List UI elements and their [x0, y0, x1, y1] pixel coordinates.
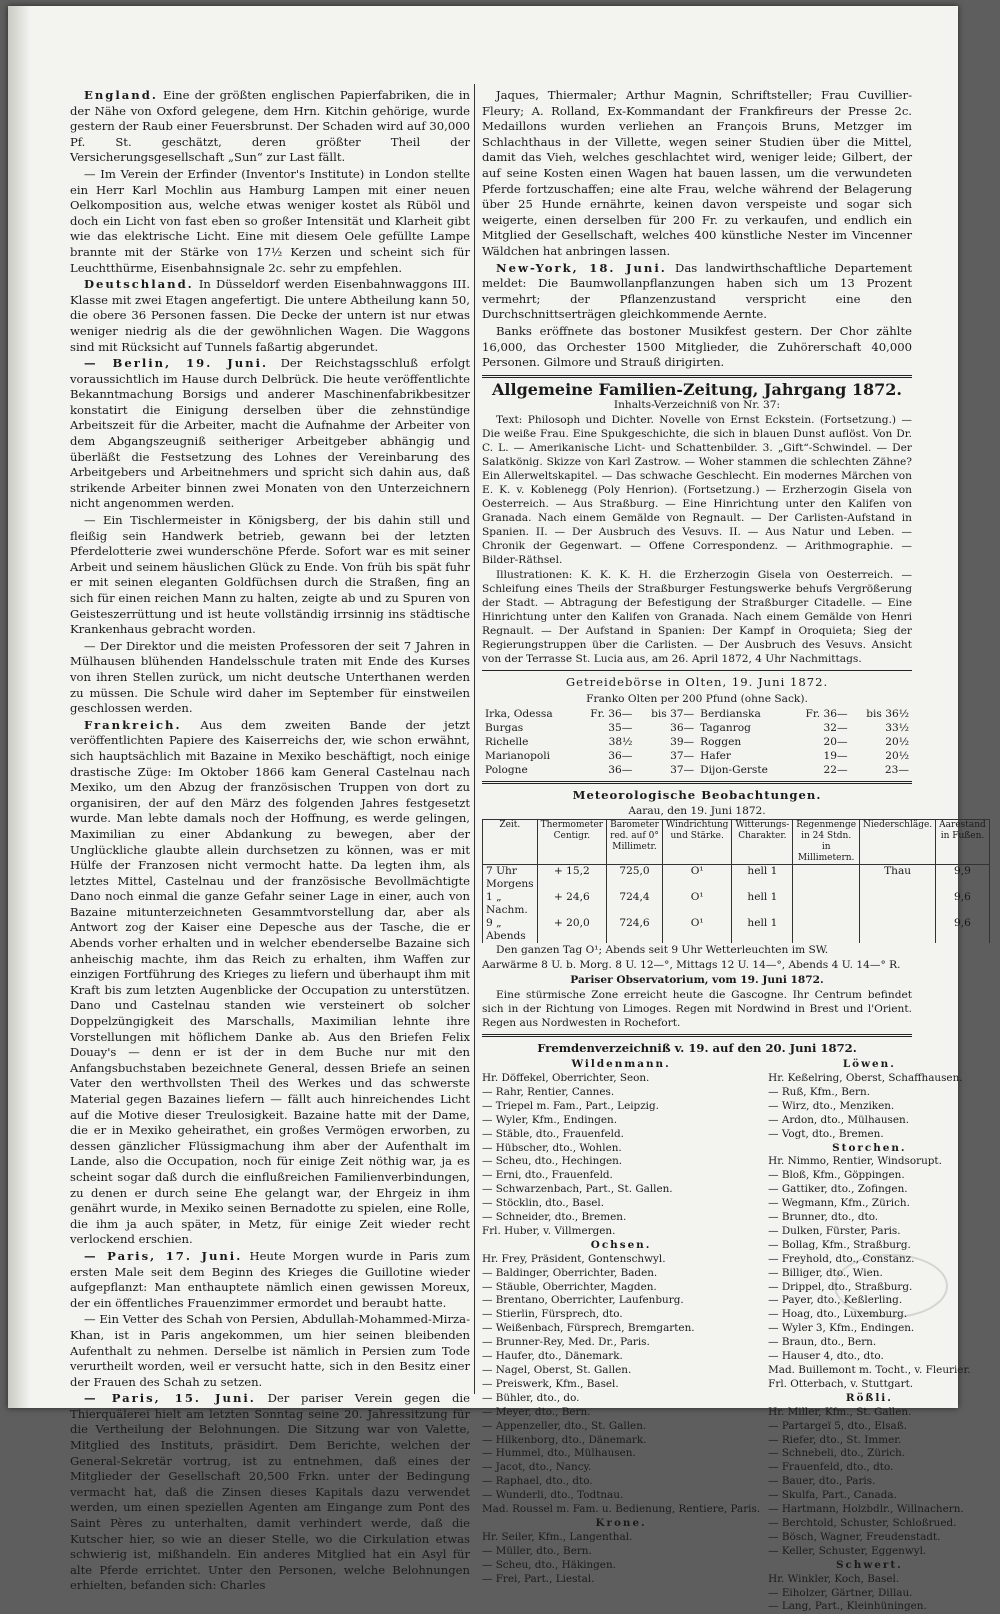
article-paragraph [70, 1391, 470, 1594]
weather-cell: 9 „ Abends [483, 917, 538, 943]
guest-entry: — Rahr, Rentier, Cannes. [482, 1085, 615, 1098]
grain-cell: bis 37— [651, 707, 695, 720]
weather-row [483, 865, 990, 892]
grain-cell: 36— [608, 763, 633, 776]
guest-entry: — Stäble, dto., Frauenfeld. [482, 1127, 624, 1140]
guest-entry: — Schnebeli, dto., Zürich. [768, 1447, 906, 1460]
weather-header-cell: Niederschläge. [860, 820, 936, 865]
weather-summary: Den ganzen Tag O¹; Abends seit 9 Uhr Wetterleuchten im SW. [496, 944, 829, 957]
grain-cell: 20½ [885, 735, 909, 748]
section-rule [482, 1034, 912, 1037]
paris-observatory-text: Eine stürmische Zone erreicht heute die Gascogne. Ihr Centrum befindet sich in der Richtung von Limoges. Regen mit Nordwind in Brest und l'Orient. Regen aus Nordwesten in Rochefort. [482, 989, 912, 1030]
guest-entry: — Skulfa, Part., Canada. [768, 1489, 897, 1502]
weather-cell: + 15,2 [537, 865, 607, 892]
guest-entry: — Stöcklin, dto., Basel. [482, 1197, 605, 1210]
familien-subtitle: Inhalts-Verzeichniß von Nr. 37: [613, 399, 781, 412]
section-rule [482, 670, 912, 671]
guest-entry: Hr. Döffekel, Oberrichter, Seon. [482, 1071, 650, 1084]
guest-entry: — Eiholzer, Gärtner, Dillau. [768, 1586, 913, 1599]
weather-header-cell: Thermometer Centigr. [537, 820, 607, 865]
guest-entry: — Hartmann, Holzbdlr., Willnachern. [768, 1503, 964, 1516]
grain-cell: Burgas [485, 721, 524, 734]
weather-cell: 9,6 [936, 917, 990, 943]
guest-entry: — Müller, dto., Bern. [482, 1544, 592, 1557]
guest-entry: — Vogt, dto., Bremen. [768, 1127, 884, 1140]
article-text: Jaques, Thiermaler; Arthur Magnin, Schriftsteller; Frau Cuvillier-Fleury; A. Rolland, Ex-Kommandant der Frankfireurs der Presse 2c. Medaillons wurden verliehen an François Bruns, Metzger im Schlachthaus in der Villette, wegen seiner Studien über die Mittel, damit das Vieh, welches geschlachtet wird, weniger leide; Gilbert, der auf seine Kosten einen Wagen hat bauen lassen, um die verwundeten Pferde fortzuschaffen; eine alte Frau, welche während der Belagerung über 25 Hunde ernährte, keinen davon verspeiste und sogar sich weigerte, einen derselben für 200 Fr. zu verkaufen, und endlich ein Mitglied der Gesellschaft, welches 400 künstliche Nester im Vincenner Wäldchen hat anbringen lassen. [482, 88, 912, 258]
guest-entry: — Bauer, dto., Paris. [768, 1475, 876, 1488]
guest-entry: — Braun, dto., Bern. [768, 1336, 877, 1349]
article-text: Heute Morgen wurde in Paris zum ersten Male seit dem Beginn des Krieges die Guillotine wieder aufgepflanzt: Man enthauptete nämlich einen gewissen Moreux, der ein öffentliches Frauenzimmer ermordet und beraubt hatte. [70, 1248, 470, 1310]
guest-entry: Hr. Winkler, Koch, Basel. [768, 1572, 900, 1585]
weather-cell [793, 891, 860, 917]
right-intro-articles [482, 88, 912, 371]
article-paragraph [70, 356, 470, 512]
guest-entry: — Brentano, Oberrichter, Laufenburg. [482, 1294, 684, 1307]
article-dateline: England. [84, 88, 158, 102]
grain-cell: 32— [823, 721, 848, 734]
weather-title: Meteorologische Beobachtungen. [572, 787, 822, 802]
weather-header-cell: Barometer red. auf 0° Millimetr. [607, 820, 663, 865]
weather-cell: 1 „ Nachm. [483, 891, 538, 917]
hotel-heading: Wildenmann. [571, 1058, 671, 1071]
guest-entry: — Ruß, Kfm., Bern. [768, 1085, 871, 1098]
weather-header-cell: Witterungs-Charakter. [732, 820, 793, 865]
guest-entry: — Brunner-Rey, Med. Dr., Paris. [482, 1336, 650, 1349]
guest-entry: — Haufer, dto., Dänemark. [482, 1350, 623, 1363]
guest-entry: Mad. Roussel m. Fam. u. Bedienung, Rentiere, Paris. [482, 1503, 761, 1516]
guest-entry: — Schwarzenbach, Part., St. Gallen. [482, 1183, 673, 1196]
article-text: — Der Direktor und die meisten Professoren der seit 7 Jahren in Mülhausen blühenden Handelsschule traten mit Ende des Kurses von ihren Stellen zurück, um nicht deutsche Unterthanen werden zu müssen. Die Schule wird daher im September für einstweilen geschlossen werden. [70, 638, 470, 716]
guest-entry: — Hummel, dto., Mülhausen. [482, 1447, 636, 1460]
grain-price-table [482, 707, 912, 777]
guest-entry: — Erni, dto., Frauenfeld. [482, 1169, 613, 1182]
grain-cell: 38½ [608, 735, 633, 748]
weather-header-cell: Aarestand in Fußen. [936, 820, 990, 865]
weather-cell: 9,6 [936, 891, 990, 917]
weather-cell: 9,9 [936, 865, 990, 892]
article-text: Eine der größten englischen Papierfabriken, die in der Nähe von Oxford gelegene, dem Hrn. Kitchin gehörige, wurde gestern der Raub einer Feuersbrunst. Der Schaden wird auf 30,000 Pf. St. geschätzt, deren größter Theil der Versicherungsgesellschaft „Sun“ zur Last fällt. [70, 88, 470, 165]
section-rule [482, 781, 912, 784]
familien-text: Text: Philosoph und Dichter. Novelle von Ernst Eckstein. (Fortsetzung.) — Die weiße Frau. Eine Spukgeschichte, die sich in blauen Dunst auflöst. Von Dr. C. L. — Amerikanische Licht- und Schattenbilder. 3. „Gift“-Schwindel. — Der Salatkönig. Skizze von Karl Zastrow. — Woher stammen die schlechten Zähne? Ein Allerweltskapitel. — Das schwache Geschlecht. Ein modernes Märchen von E. K. v. Koblenegg (Poly Henrion). (Fortsetzung.) — Erzherzogin Gisela von Oesterreich. — Aus Straßburg. — Eine Hinrichtung unter den Kalifen von Granada. Nach einem Gemälde von Regnault. — Der Carlisten-Aufstand in Spanien. II. — Der Ausbruch des Vesuvs. II. — Aus Natur und Leben. — Chronik der Gegenwart. — Offene Correspondenz. — Arithmographie. — Bilder-Räthsel. [482, 414, 912, 567]
guest-entry: — Brunner, dto., dto. [768, 1211, 879, 1224]
paris-observatory-title: Pariser Observatorium, vom 19. Juni 1872. [570, 974, 824, 987]
article-text: — Ein Vetter des Schah von Persien, Abdullah-Mohammed-Mirza-Khan, ist in Paris angekommen, um hier seinen bleibenden Aufenthalt zu nehmen. Derselbe ist nämlich in Persien zum Tode verurtheilt worden, weil er versucht hatte, sich in den Besitz einer der Frauen des Schah zu setzen. [70, 1312, 470, 1389]
guest-entry: — Partargeï 5, dto., Elsaß. [768, 1419, 907, 1432]
grain-cell: 37— [670, 763, 695, 776]
grain-cell: 20— [823, 735, 848, 748]
article-text: — Ein Tischlermeister in Königsberg, der bis dahin still und fleißig sein Handwerk betrieb, gewann bei der letzten Pferdelotterie zwei wunderschöne Pferde. Sofort war es mit seiner Arbeit und seinem häuslichen Glück zu Ende. Von früh bis spät fuhr er mit seinen eleganten Goldfüchsen durch die Straßen, fing an sich für einen reichen Mann zu halten, zeigte ab und zu Spuren von Geisteszerrüttung und ist heute vollständig irrsinnig ins städtische Krankenhaus gebracht worden. [70, 513, 470, 637]
guest-entry: Hr. Frey, Präsident, Gontenschwyl. [482, 1252, 666, 1265]
guest-entry: — Wirz, dto., Menziken. [768, 1099, 895, 1112]
article-paragraph [482, 261, 912, 323]
guest-entry: — Hoag, dto., Luxemburg. [768, 1308, 908, 1321]
article-paragraph [482, 88, 912, 260]
guest-entry: — Bloß, Kfm., Göppingen. [768, 1169, 905, 1182]
weather-cell: O¹ [662, 891, 732, 917]
guest-entry: — Gattiker, dto., Zofingen. [768, 1183, 908, 1196]
article-paragraph [70, 1249, 470, 1311]
guest-entry: — Meyer, dto., Bern. [482, 1405, 591, 1418]
article-paragraph [70, 88, 470, 166]
grain-cell: Roggen [700, 735, 742, 748]
guest-entry: — Jacot, dto., Nancy. [482, 1461, 592, 1474]
article-paragraph [70, 277, 470, 355]
hotel-heading: Schwert. [835, 1558, 903, 1571]
guest-entry: — Scheu, dto., Hechingen. [482, 1155, 623, 1168]
grain-row [482, 707, 912, 721]
guest-entry: — Wyler 3, Kfm., Endingen. [768, 1322, 915, 1335]
newspaper-page [8, 6, 986, 1613]
guest-entry: Mad. Buillemont m. Tocht., v. Fleurier. [768, 1364, 971, 1376]
guest-entry: — Frei, Part., Liestal. [482, 1572, 595, 1585]
guest-entry: — Frauenfeld, dto., dto. [768, 1461, 894, 1474]
grain-cell: Richelle [485, 735, 529, 748]
grain-cell: Hafer [700, 749, 731, 762]
weather-cell: O¹ [662, 865, 732, 892]
guest-entry: — Wyler, Kfm., Endingen. [482, 1113, 618, 1126]
grain-cell: Dijon-Gerste [700, 763, 768, 776]
grain-cell: 22— [823, 763, 848, 776]
weather-cell: hell 1 [732, 865, 793, 892]
guest-entry: Hr. Keßelring, Oberst, Schaffhausen. [768, 1071, 963, 1084]
hotel-heading: Krone. [595, 1516, 647, 1529]
weather-cell: hell 1 [732, 891, 793, 917]
hotel-heading: Ochsen. [590, 1238, 652, 1251]
grain-cell: Fr. 36— [805, 707, 848, 720]
article-dateline: — Berlin, 19. Juni. [84, 356, 269, 371]
guest-entry: — Freyhold, dto., Constanz. [768, 1252, 915, 1265]
guest-entry: — Preiswerk, Kfm., Basel. [482, 1377, 619, 1390]
weather-subtitle: Aarau, den 19. Juni 1872. [628, 805, 766, 818]
guest-entry: — Baldinger, Oberrichter, Baden. [482, 1266, 658, 1279]
familien-zeitung-title: Allgemeine Familien-Zeitung, Jahrgang 1872. [492, 379, 902, 399]
article-text: Banks eröffnete das bostoner Musikfest gestern. Der Chor zählte 16,000, das Orchester 1500 Mitglieder, die Zuhörerschaft 40,000 Personen. Gilmore und Strauß dirigirten. [482, 323, 912, 370]
guest-entry: — Bollag, Kfm., Straßburg. [768, 1238, 911, 1251]
article-paragraph [70, 513, 470, 638]
guest-entry: — Riefer, dto., St. Immer. [768, 1433, 902, 1446]
weather-row [483, 917, 990, 943]
grain-cell: Taganrog [700, 721, 751, 734]
aar-temperature: Aarwärme 8 U. b. Morg. 8 U. 12—°, Mittags 12 U. 14—°, Abends 4 U. 14—° R. [482, 959, 901, 972]
article-text: Der pariser Verein gegen die Thierquälerei hielt am letzten Sonntag seine 20. Jahressitzung für die Vertheilung der Belohnungen. Die Sitzung war von Valette, Mitglied des Instituts, präsidirt. Dem Berichte, welchen der General-Sekretär vortrug, ist zu entnehmen, daß eines der Mitglieder der Gesellschaft 20,500 Frkn. unter der Bedingung vermacht hat, daß die Zinsen dieses Kapitals dazu verwendet werden, um einen speziellen Agenten am Eingange zum Pont des Saint Pères zu unterhalten, damit verhindert werde, daß die Kutscher hier, so wie an dieser Stelle, wo die Cirkulation etwas schwierig ist, mißhandeln. Ein anderes Mitglied hat ein Asyl für alte Pferde errichtet. Unter den Personen, welche Belohnungen erhielten, befanden sich: Charles [70, 1391, 470, 1593]
grain-cell: 37— [670, 749, 695, 762]
guest-entry: Hr. Nimmo, Rentier, Windsorupt. [768, 1155, 942, 1168]
grain-subtitle: Franko Olten per 200 Pfund (ohne Sack). [586, 692, 808, 705]
grain-cell: 39— [670, 735, 695, 748]
weather-cell: 7 Uhr Morgens [483, 865, 538, 892]
weather-cell: + 24,6 [537, 891, 607, 917]
article-paragraph [70, 167, 470, 276]
article-dateline: Deutschland. [84, 277, 194, 292]
article-dateline: New-York, 18. Juni. [496, 260, 667, 275]
weather-cell [793, 865, 860, 892]
guest-entry: Hr. Seiler, Kfm., Langenthal. [482, 1530, 633, 1543]
left-column [70, 88, 470, 1595]
weather-header-cell: Zeit. [483, 820, 538, 865]
grain-cell: Fr. 36— [590, 707, 633, 720]
article-text: Das landwirthschaftliche Departement meldet: Die Baumwollanpflanzungen haben sich um 13 Prozent vermehrt; der Pflanzenzustand verspricht eine den Durchschnittserträgen gleichkommende Aernte. [482, 260, 912, 322]
grain-cell: 20½ [885, 749, 909, 762]
guest-entry: Frl. Otterbach, v. Stuttgart. [768, 1377, 914, 1390]
article-dateline: Frankreich. [84, 717, 182, 732]
grain-row [482, 763, 912, 777]
guest-entry: — Stierlin, Fürsprech, dto. [482, 1308, 623, 1321]
guest-entry: — Payer, dto., Keßlerling. [768, 1294, 903, 1307]
section-rule [482, 375, 912, 378]
grain-row [482, 721, 912, 735]
grain-cell: 36— [670, 721, 695, 734]
weather-cell: Thau [860, 865, 936, 892]
weather-header-cell: Windrichtung und Stärke. [662, 820, 732, 865]
guest-entry: Frl. Huber, v. Villmergen. [482, 1224, 616, 1237]
page-binding-edge [8, 6, 30, 1408]
grain-cell: 23— [884, 763, 909, 776]
fremden-column-1 [482, 1058, 760, 1614]
weather-cell: O¹ [662, 917, 732, 943]
article-text: In Düsseldorf werden Eisenbahnwaggons III. Klasse mit zwei Etagen angefertigt. Die untere Abtheilung kann 50, die obere 36 Personen fassen. Die Decke der untern ist nur etwas weniger niedrig als die der gewöhnlichen Wagen. Die Waggons sind mit Rücksicht auf Tunnels faßartig abgerundet. [70, 277, 470, 354]
weather-row [483, 891, 990, 917]
fremden-title: Fremdenverzeichniß v. 19. auf den 20. Juni 1872. [537, 1041, 857, 1056]
guest-entry: — Ardon, dto., Mülhausen. [768, 1113, 910, 1126]
guest-entry: — Wunderli, dto., Todtnau. [482, 1489, 624, 1502]
article-paragraph [70, 639, 470, 717]
fremden-column-2 [768, 1058, 970, 1614]
weather-header-cell: Regenmenge in 24 Stdn. in Millimetern. [793, 820, 860, 865]
hotel-heading: Rößli. [845, 1391, 893, 1404]
weather-cell [793, 917, 860, 943]
grain-cell: Marianopoli [485, 749, 551, 762]
guest-entry: — Hübscher, dto., Wohlen. [482, 1141, 622, 1154]
guest-entry: — Bösch, Wagner, Freudenstadt. [768, 1530, 941, 1543]
guest-entry: — Hauser 4, dto., dto. [768, 1350, 884, 1363]
weather-cell: hell 1 [732, 917, 793, 943]
grain-cell: 33½ [885, 721, 909, 734]
fremden-list [482, 1058, 971, 1614]
weather-cell: 724,6 [607, 917, 663, 943]
guest-entry: — Keller, Schuster, Eggenwyl. [768, 1544, 927, 1557]
guest-entry: — Weißenbach, Fürsprech, Bremgarten. [482, 1322, 695, 1335]
guest-entry: — Triepel m. Fam., Part., Leipzig. [482, 1099, 659, 1112]
guest-entry: — Raphael, dto., dto. [482, 1475, 593, 1488]
guest-entry: — Dulken, Fürster, Paris. [768, 1224, 901, 1237]
column-divider [474, 84, 475, 1394]
hotel-heading: Löwen. [842, 1058, 896, 1071]
guest-entry: — Schneider, dto., Bremen. [482, 1211, 627, 1224]
grain-row [482, 735, 912, 749]
guest-entry: — Lang, Part., Kleinhüningen. [768, 1600, 927, 1613]
weather-table [482, 819, 990, 943]
weather-cell: 724,4 [607, 891, 663, 917]
grain-cell: 36— [608, 749, 633, 762]
article-paragraph [70, 718, 470, 1248]
grain-cell: Pologne [485, 763, 528, 776]
grain-row [482, 749, 912, 763]
hotel-heading: Storchen. [832, 1141, 907, 1154]
grain-cell: Berdianska [700, 707, 761, 720]
article-paragraph [70, 1312, 470, 1390]
grain-cell: Irka, Odessa [485, 707, 553, 720]
weather-cell [860, 891, 936, 917]
article-text: Der Reichstagsschluß erfolgt voraussichtlich im Hause durch Delbrück. Die heute veröffentlichte Bekanntmachung Borsigs und anderer Maschinenfabrikbesitzer konstatirt die Einigung derselben über die zehnstündige Arbeitszeit für die Arbeiter, macht die Aufnahme der Arbeiter von dem Abgangszeugniß seitheriger Arbeitgeber abhängig und überläßt die Festsetzung des Lohnes der Vereinbarung des Arbeitgebers und Arbeitnehmers und spricht sich dahin aus, daß strikende Arbeiter binnen zwei Monaten von den Unterzeichnern nicht angenommen werden. [70, 356, 471, 511]
guest-entry: — Billiger, dto., Wien. [768, 1266, 883, 1279]
guest-entry: — Drippel, dto., Straßburg. [768, 1280, 913, 1293]
article-text: Aus dem zweiten Bande der jetzt veröffentlichten Papiere des Kaiserreichs der, wie schon erwähnt, sich hauptsächlich mit Bazaine in Mexiko beschäftigt, noch einige drastische Züge: Im Oktober 1866 kam General Castelnau nach Mexiko, um den Abzug der französischen Truppen von dort zu organisiren, der auf den März des folgenden Jahres festgesetzt wurde. Man lebte damals noch der Hoffnung, es werde gelingen, Maximilian zu einer Abdankung zu bewegen, aber der Unglückliche glaubte allein durchsetzen zu können, was er mit Hülfe der Franzosen nicht vermocht hatte. Da legten ihm, als letztes Mittel, Castelnau und der französische Bevollmächtigte Dano noch einmal die ganze Gefahr seiner Lage in einer, auch von Bazaine mitunterzeichneten Gesammtvorstellung dar, aber als Antwort zog der Kaiser eine Depesche aus der Tasche, die er Abends vorher erhalten und in welcher ebenderselbe Bazaine sich anheischig machte, ihm das Reich zu erhalten, ihm Waffen zur einzigen Fortführung des Krieges zu liefern und überhaupt ihm mit Kraft bis zum letzten Augenblicke der Occupation zu unterstützen. Dano und Castelnau standen wie versteinert ob solcher Doppelzüngigkeit des Marschalls, Maximilian lehnte ihre Vorstellungen mit höflichem Danke ab. Aus den Briefen Felix Douay's — denn er ist der in dem Buche nur mit den Anfangsbuchstaben bezeichnete General, dessen Briefe an seinen Vater den werthvollsten Theil des Werkes und das schwerste Material gegen Bazaines liefern — fällt auch hinreichendes Licht auf die Motive dieser Treulosigkeit. Bazaine hatte mit der Dame, die er in Mexiko geheirathet, ein großes Vermögen erworben, zu dessen gänzlicher Flüssigmachung ihm aber der Aufenthalt im Lande, also die Occupation, noch für einige Zeit nöthig war, ja es scheint sogar daß durch die einflußreichen Familienverbindungen, zu denen er durch seine Ehe gelangt war, der Ehrgeiz in ihm genährt wurde, in Mexiko seinen Bernadotte zu spielen, eine Rolle, die ihm ja auch später, in Metz, für einige Zeit wieder recht verlockend erschien. [70, 717, 470, 1247]
guest-entry: — Hilkenborg, dto., Dänemark. [482, 1433, 647, 1446]
guest-entry: — Scheu, dto., Häkingen. [482, 1558, 616, 1571]
guest-entry: — Appenzeller, dto., St. Gallen. [482, 1419, 647, 1432]
weather-cell: + 20,0 [537, 917, 607, 943]
article-dateline: — Paris, 17. Juni. [84, 1248, 243, 1263]
familien-illustrations: Illustrationen: K. K. K. H. die Erzherzogin Gisela von Oesterreich. — Schleifung eines Theils der Straßburger Festungswerke behufs Vergrößerung der Stadt. — Abtragung der Befestigung der Straßburger Citadelle. — Eine Hinrichtung unter den Kalifen von Granada. Nach einem Gemälde von Henri Regnault. — Der Aufstand in Spanien: Der Kampf in Oroquieta; Sieg der Regierungstruppen über die Carlisten. — Der Ausbruch des Vesuvs. Ansicht von der Terrasse St. Lucia aus, am 26. April 1872, 4 Uhr Nachmittags. [482, 569, 912, 666]
guest-entry: — Bühler, dto., do. [482, 1391, 580, 1404]
article-dateline: — Paris, 15. Juni. [84, 1391, 256, 1406]
guest-entry: — Berchtold, Schuster, Schloßrued. [768, 1516, 957, 1529]
right-column [482, 88, 986, 1614]
guest-entry: — Nagel, Oberst, St. Gallen. [482, 1364, 632, 1376]
grain-title: Getreidebörse in Olten, 19. Juni 1872. [565, 675, 829, 690]
article-text: — Im Verein der Erfinder (Inventor's Institute) in London stellte ein Herr Karl Mochlin aus Hamburg Lampen mit einer neuen Oelkomposition aus, welche etwas weniger kostet als Rüböl und doch ein Licht von fast eben so großer Intensität und Klarheit gibt wie das elektrische Licht. Eine mit diesem Oele gefüllte Lampe brannte mit der Stärke von 17½ Kerzen und scheint sich für Leuchtthürme, Eisenbahnsignale 2c. sehr zu empfehlen. [70, 166, 470, 275]
guest-entry: Hr. Miller, Kfm., St. Gallen. [768, 1405, 912, 1418]
guest-entry: — Wegmann, Kfm., Zürich. [768, 1197, 910, 1210]
grain-cell: 35— [608, 721, 633, 734]
article-paragraph [482, 324, 912, 371]
grain-cell: bis 36½ [866, 707, 909, 720]
grain-cell: 19— [823, 749, 848, 762]
guest-entry: — Stäuble, Oberrichter, Magden. [482, 1280, 657, 1293]
weather-cell: 725,0 [607, 865, 663, 892]
weather-cell [860, 917, 936, 943]
